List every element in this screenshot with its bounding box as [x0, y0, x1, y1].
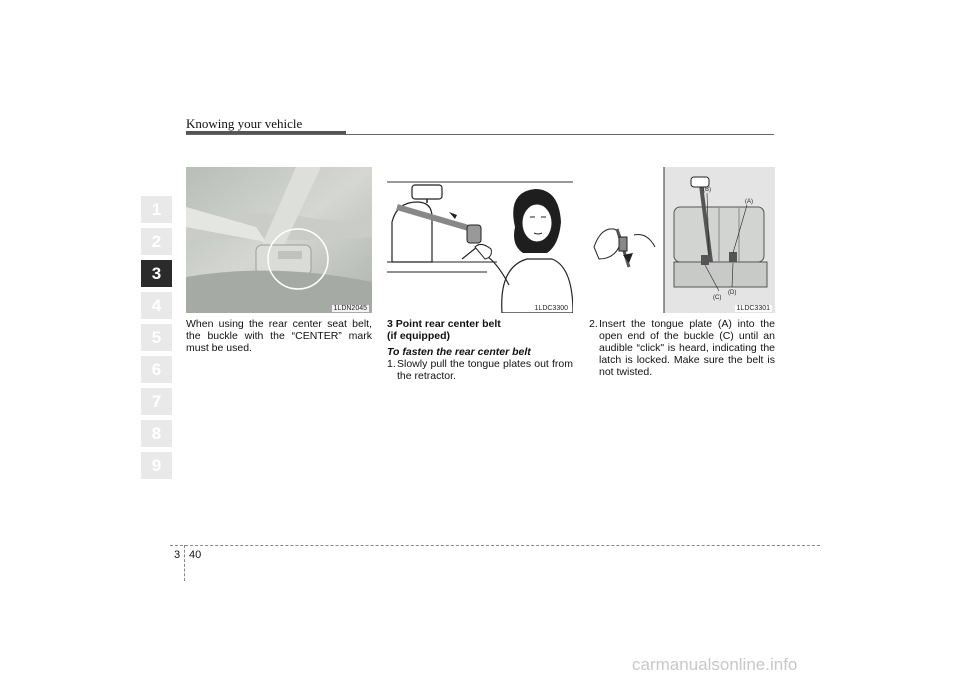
chapter-tab-8[interactable]: 8 [141, 420, 172, 447]
step-1 [387, 358, 573, 382]
chapter-tabs [141, 196, 172, 484]
section-heading-qualifier: (if equipped) [387, 330, 450, 342]
step-2 [589, 318, 775, 378]
chapter-tab-6[interactable]: 6 [141, 356, 172, 383]
label-a: (A) [745, 199, 753, 205]
center-buckle-illustration [186, 167, 372, 313]
figure-insert-tongue [589, 167, 775, 313]
step-text: Slowly pull the tongue plates out from the retractor. [397, 358, 573, 382]
figure-pull-tongue [387, 167, 573, 313]
step-text: Insert the tongue plate (A) into the open end of the buckle (C) until an audible “click" is heard, indicating the latch is locked. Make sure the belt is not twisted. [599, 318, 775, 378]
section-heading: 3 Point rear center belt [387, 318, 501, 330]
watermark: carmanualsonline.info [632, 655, 798, 674]
pull-tongue-illustration [387, 167, 573, 313]
label-d: (D) [728, 290, 737, 296]
chapter-tab-9[interactable]: 9 [141, 452, 172, 479]
footer-divider [184, 545, 185, 581]
step-number: 1. [387, 358, 396, 370]
chapter-tab-5[interactable]: 5 [141, 324, 172, 351]
label-c: (C) [713, 295, 722, 301]
chapter-tab-1[interactable]: 1 [141, 196, 172, 223]
step-number: 2. [589, 318, 598, 330]
center-mark-note: When using the rear center seat belt, the buckle with the “CENTER” mark must be used. [186, 318, 372, 354]
footer-chapter-number: 3 [174, 549, 181, 561]
header-rule [186, 134, 774, 135]
chapter-tab-7[interactable]: 7 [141, 388, 172, 415]
label-b: (B) [703, 187, 711, 193]
footer-page-number: 40 [189, 549, 202, 561]
chapter-tab-4[interactable]: 4 [141, 292, 172, 319]
header-title: Knowing your vehicle [186, 116, 303, 131]
figure-code: 1LDN2045 [333, 305, 367, 312]
chapter-tab-2[interactable]: 2 [141, 228, 172, 255]
subsection-heading: To fasten the rear center belt [387, 346, 531, 358]
column-2-text [387, 318, 573, 382]
column-1-text [186, 318, 372, 354]
figure-code: 1LDC3301 [736, 305, 770, 312]
chapter-tab-3[interactable]: 3 [141, 260, 172, 287]
figure-center-buckle-photo [186, 167, 372, 313]
column-3-text [589, 318, 775, 378]
insert-tongue-illustration [589, 167, 775, 313]
footer-rule [170, 545, 820, 546]
figure-code: 1LDC3300 [534, 305, 568, 312]
